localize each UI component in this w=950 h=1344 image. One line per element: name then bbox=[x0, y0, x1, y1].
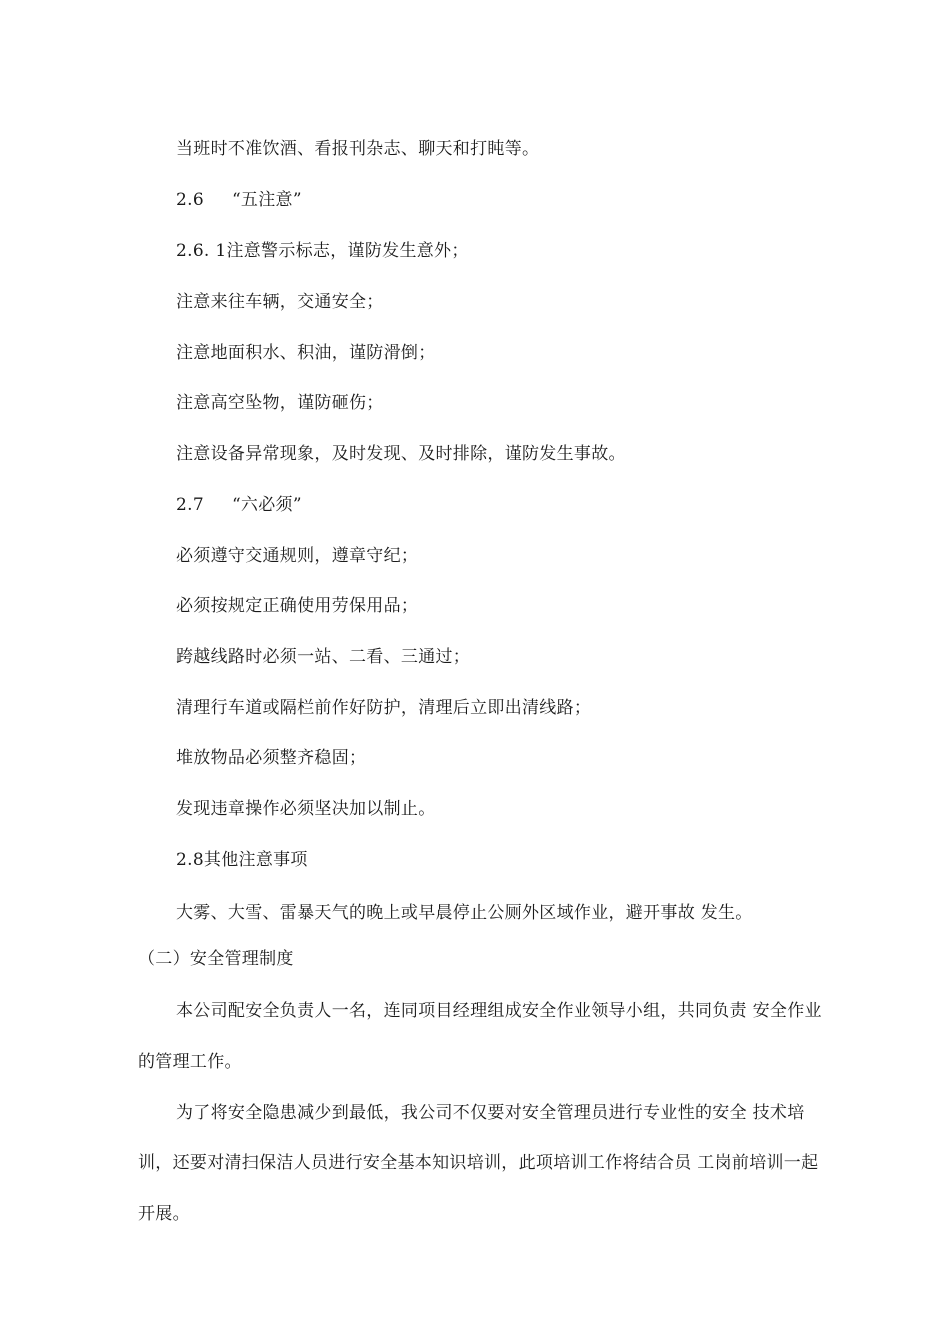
text-line: 大雾、大雪、雷暴天气的晚上或早晨停止公厕外区域作业，避开事故 发生。 bbox=[176, 903, 753, 923]
section-heading-safety-management: （二）安全管理制度 bbox=[138, 949, 294, 969]
text-line: 注意高空坠物，谨防砸伤； bbox=[176, 393, 384, 413]
text-line: 发现违章操作必须坚决加以制止。 bbox=[176, 799, 436, 819]
text-line: 注意设备异常现象，及时发现、及时排除，谨防发生事故。 bbox=[176, 444, 626, 464]
paragraph-line: 的管理工作。 bbox=[138, 1052, 242, 1072]
text-line: 必须按规定正确使用劳保用品； bbox=[176, 596, 419, 616]
text-line: 2.6. 1注意警示标志，谨防发生意外； bbox=[176, 241, 469, 261]
text-line: 注意地面积水、积油，谨防滑倒； bbox=[176, 343, 436, 363]
section-title: “六必须” bbox=[231, 495, 302, 515]
section-heading-2-6 bbox=[176, 189, 302, 211]
text-line: 跨越线路时必须一站、二看、三通过； bbox=[176, 647, 471, 667]
section-heading-2-7 bbox=[176, 494, 302, 516]
section-title: “五注意” bbox=[231, 190, 302, 210]
text-line: 堆放物品必须整齐稳固； bbox=[176, 748, 367, 768]
paragraph-line: 训，还要对清扫保洁人员进行安全基本知识培训，此项培训工作将结合员 工岗前培训一起 bbox=[138, 1153, 819, 1173]
paragraph-line: 为了将安全隐患减少到最低，我公司不仅要对安全管理员进行专业性的安全 技术培 bbox=[176, 1103, 805, 1123]
paragraph-line: 本公司配安全负责人一名，连同项目经理组成安全作业领导小组，共同负责 安全作业 bbox=[176, 1001, 822, 1021]
section-number: 2.6 bbox=[176, 190, 204, 210]
text-line: 清理行车道或隔栏前作好防护，清理后立即出清线路； bbox=[176, 698, 592, 718]
text-line: 注意来往车辆，交通安全； bbox=[176, 292, 384, 312]
text-line: 必须遵守交通规则，遵章守纪； bbox=[176, 546, 419, 566]
text-line: 当班时不准饮酒、看报刊杂志、聊天和打盹等。 bbox=[176, 139, 540, 159]
section-number: 2.7 bbox=[176, 495, 204, 515]
paragraph-line: 开展。 bbox=[138, 1204, 190, 1224]
section-heading-2-8: 2.8其他注意事项 bbox=[176, 850, 308, 870]
